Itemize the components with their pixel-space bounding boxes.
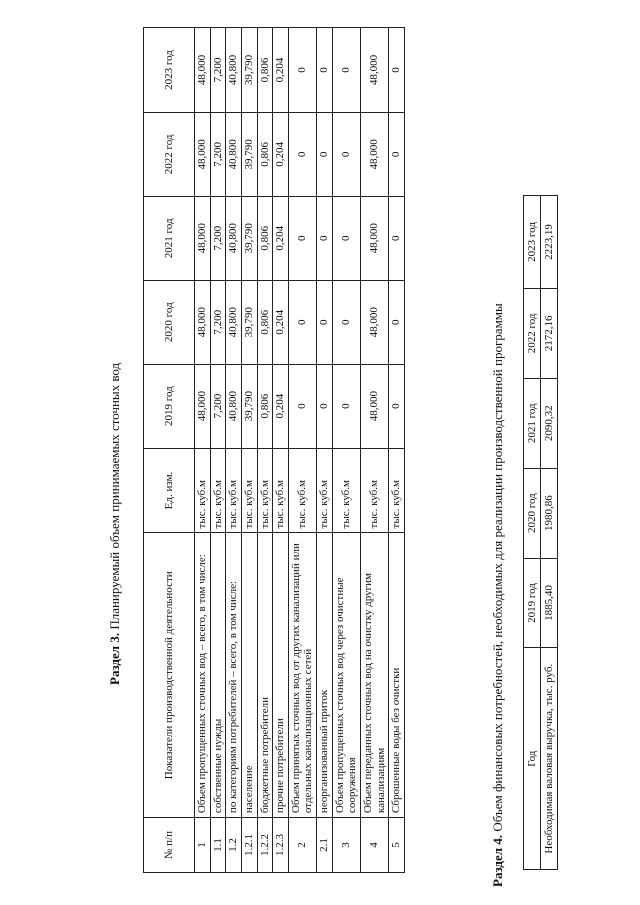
row-number-cell: 1.2 [226, 818, 242, 873]
revenue-value-cell: 2172,16 [541, 288, 558, 378]
year-value-cell: 39,790 [241, 28, 257, 113]
indicator-name-cell: бюджетные потребители [257, 533, 273, 818]
year-value-cell: 0 [317, 196, 333, 280]
wastewater-volume-table [143, 27, 405, 873]
header-cell: 2019 год [144, 364, 195, 448]
header-cell: 2021 год [144, 196, 195, 280]
year-value-cell: 0,204 [273, 364, 289, 448]
year-value-cell: 0 [332, 112, 360, 196]
year-value-cell: 48,000 [361, 196, 389, 280]
year-value-cell: 0,204 [273, 28, 289, 113]
year-value-cell: 40,800 [226, 28, 242, 113]
year-value-cell: 7,200 [210, 28, 226, 113]
year-value-cell: 39,790 [241, 280, 257, 364]
row-number-cell: 1.1 [210, 818, 226, 873]
year-value-cell: 40,800 [226, 364, 242, 448]
year-value-cell: 0 [317, 280, 333, 364]
year-value-cell: 0 [389, 280, 405, 364]
header-cell: 2021 год [524, 378, 541, 468]
indicator-name-cell: по категориям потребителей – всего, в том числе: [226, 533, 242, 818]
row-number-cell: 1.2.2 [257, 818, 273, 873]
unit-cell: тыс. куб.м [241, 448, 257, 533]
year-value-cell: 0 [288, 364, 316, 448]
revenue-label-cell: Необходимая валовая выручка, тыс. руб. [541, 648, 558, 870]
unit-cell: тыс. куб.м [361, 448, 389, 533]
year-value-cell: 7,200 [210, 364, 226, 448]
header-cell: 2022 год [144, 112, 195, 196]
table-row [257, 28, 273, 873]
row-number-cell: 1 [195, 818, 211, 873]
indicator-name-cell: Объем переданных сточных вод на очистку другим канализациям [361, 533, 389, 818]
row-number-cell: 4 [361, 818, 389, 873]
year-value-cell: 48,000 [195, 280, 211, 364]
year-value-cell: 7,200 [210, 196, 226, 280]
unit-cell: тыс. куб.м [257, 448, 273, 533]
year-value-cell: 0 [332, 364, 360, 448]
year-value-cell: 40,800 [226, 280, 242, 364]
indicator-name-cell: население [241, 533, 257, 818]
year-value-cell: 48,000 [195, 196, 211, 280]
year-value-cell: 0,806 [257, 364, 273, 448]
table-row [210, 28, 226, 873]
header-cell: Год [524, 648, 541, 870]
year-value-cell: 0 [288, 196, 316, 280]
year-value-cell: 0 [317, 112, 333, 196]
year-value-cell: 0,204 [273, 280, 289, 364]
table-row [273, 28, 289, 873]
table-row [317, 28, 333, 873]
header-cell: 2019 год [524, 558, 541, 648]
unit-cell: тыс. куб.м [226, 448, 242, 533]
header-cell: 2023 год [524, 196, 541, 289]
year-value-cell: 0 [288, 112, 316, 196]
year-value-cell: 48,000 [361, 364, 389, 448]
indicator-name-cell: неорганизованный приток [317, 533, 333, 818]
table-row [541, 196, 558, 870]
year-value-cell: 0 [288, 280, 316, 364]
row-number-cell: 1.2.3 [273, 818, 289, 873]
header-cell: № п/п [144, 818, 195, 873]
revenue-value-cell: 1885,40 [541, 558, 558, 648]
unit-cell: тыс. куб.м [317, 448, 333, 533]
table-header-row [144, 28, 195, 873]
year-value-cell: 0,806 [257, 196, 273, 280]
section4-title: Раздел 4. Объем финансовых потребностей, необходимых для реализации производственной программы [490, 303, 505, 887]
year-value-cell: 0 [288, 28, 316, 113]
year-value-cell: 0 [317, 364, 333, 448]
year-value-cell: 39,790 [241, 196, 257, 280]
unit-cell: тыс. куб.м [288, 448, 316, 533]
revenue-value-cell: 2090,32 [541, 378, 558, 468]
row-number-cell: 3 [332, 818, 360, 873]
year-value-cell: 0 [389, 28, 405, 113]
year-value-cell: 7,200 [210, 112, 226, 196]
year-value-cell: 40,800 [226, 112, 242, 196]
row-number-cell: 1.2.1 [241, 818, 257, 873]
year-value-cell: 0 [389, 112, 405, 196]
indicator-name-cell: собственные нужды [210, 533, 226, 818]
unit-cell: тыс. куб.м [210, 448, 226, 533]
row-number-cell: 5 [389, 818, 405, 873]
revenue-value-cell: 2223,19 [541, 196, 558, 289]
financial-needs-table [523, 195, 558, 870]
year-value-cell: 0,204 [273, 112, 289, 196]
year-value-cell: 0,806 [257, 28, 273, 113]
indicator-name-cell: Объем принятых сточных вод от других канализаций или отдельных канализационных сетей [288, 533, 316, 818]
unit-cell: тыс. куб.м [389, 448, 405, 533]
unit-cell: тыс. куб.м [332, 448, 360, 533]
year-value-cell: 40,800 [226, 196, 242, 280]
header-cell: 2023 год [144, 28, 195, 113]
year-value-cell: 39,790 [241, 112, 257, 196]
indicator-name-cell: Сброшенные воды без очистки [389, 533, 405, 818]
unit-cell: тыс. куб.м [273, 448, 289, 533]
year-value-cell: 0 [389, 196, 405, 280]
year-value-cell: 0 [332, 28, 360, 113]
table-row [195, 28, 211, 873]
year-value-cell: 0 [332, 196, 360, 280]
year-value-cell: 48,000 [195, 112, 211, 196]
header-cell: 2020 год [524, 468, 541, 558]
year-value-cell: 48,000 [195, 28, 211, 113]
year-value-cell: 0 [389, 364, 405, 448]
header-cell: 2022 год [524, 288, 541, 378]
revenue-value-cell: 1980,86 [541, 468, 558, 558]
year-value-cell: 48,000 [361, 28, 389, 113]
table-row [241, 28, 257, 873]
year-value-cell: 0,806 [257, 280, 273, 364]
table-header-row [524, 196, 541, 870]
section3-title: Раздел 3. Планируемый объем принимаемых сточных вод [107, 362, 122, 685]
table-row [226, 28, 242, 873]
table-row [361, 28, 389, 873]
table-row [288, 28, 316, 873]
table-row [389, 28, 405, 873]
header-cell: 2020 год [144, 280, 195, 364]
year-value-cell: 48,000 [195, 364, 211, 448]
year-value-cell: 48,000 [361, 112, 389, 196]
year-value-cell: 39,790 [241, 364, 257, 448]
header-cell: Показатели производственной деятельности [144, 533, 195, 818]
row-number-cell: 2 [288, 818, 316, 873]
year-value-cell: 0 [317, 28, 333, 113]
indicator-name-cell: Объем пропущенных сточных вод – всего, в том числе: [195, 533, 211, 818]
indicator-name-cell: прочие потребители [273, 533, 289, 818]
year-value-cell: 0,806 [257, 112, 273, 196]
unit-cell: тыс. куб.м [195, 448, 211, 533]
year-value-cell: 0 [332, 280, 360, 364]
year-value-cell: 48,000 [361, 280, 389, 364]
year-value-cell: 0,204 [273, 196, 289, 280]
table-row [332, 28, 360, 873]
indicator-name-cell: Объем пропущенных сточных вод через очистные сооружения [332, 533, 360, 818]
header-cell: Ед. изм. [144, 448, 195, 533]
year-value-cell: 7,200 [210, 280, 226, 364]
row-number-cell: 2.1 [317, 818, 333, 873]
